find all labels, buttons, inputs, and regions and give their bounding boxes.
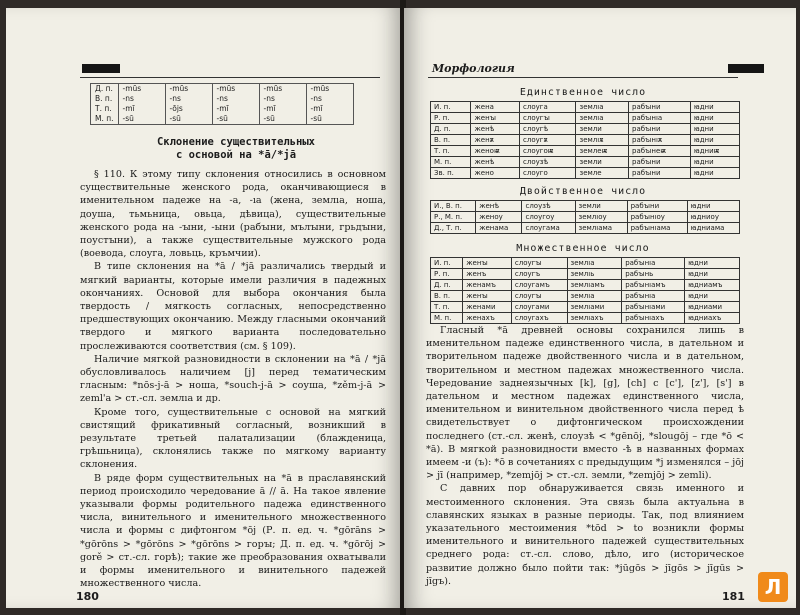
declension-cell: ꙗдни [690,124,739,135]
declension-cell: рабꙑни [629,102,691,113]
case-label: И., В. п. [431,201,476,212]
declension-cell: слоузѣ [520,157,576,168]
declension-cell: женѣ [476,201,522,212]
declension-cell: землıа [567,291,622,302]
table-row [431,124,740,135]
section-title [86,136,386,162]
declension-cell: слоугами [511,302,567,313]
right-header-text: Морфология [432,62,515,75]
publisher-logo: Л [758,572,788,602]
declension-cell: землıа [576,102,629,113]
left-body-text [80,168,386,591]
declension-cell: женѫ [471,135,520,146]
ending-cell: -sū [310,114,322,123]
ending-cell: -ns [263,94,275,103]
declension-cell: ꙗдни [685,269,740,280]
ending-cell: -ns [122,94,134,103]
declension-cell: ꙗдниахъ [685,313,740,324]
declension-cell: женамъ [463,280,512,291]
table-row [431,135,740,146]
declension-cell: земли [576,157,629,168]
declension-cell: рабꙑнıама [627,223,687,234]
section-title-line-1: Склонение существительных [156,136,316,148]
case-label: В. п. [431,291,463,302]
declension-cell: ꙗдни [685,291,740,302]
declension-cell: женѣ [471,124,520,135]
declension-cell: рабꙑнıа [622,291,685,302]
declension-cell: слоузѣ [522,201,575,212]
declension-cell: землıахъ [567,313,622,324]
plural-table [430,257,740,324]
table-row [431,302,740,313]
table-row [431,313,740,324]
ending-cell: -sū [263,114,275,123]
paragraph: Гласный *ā древней основы сохранился лишь в именительном падеже единственного числа, в дательном и творительном падеже двойственного числа и в дательном, творительном и местном падежах множественного числа. Чередование заднеязычных [k], [g], [ch] с [c'], [z'], [s'] в дательном и местном падежах единственного числа, именительном и винительном двойственного числа перед ѣ свидетельствует о дифтонгическом происхождении последнего (ст.-сл. женѣ, слоузѣ < *gēnōj, *slougōj – где *ō < *ā). В мягкой разновидности вместо -ѣ в названных формах имеем -и (ъ): *ō в сочетаниях с предыдущим *j изменялся – jōj > jī (например, *zemjōj > ст.-сл. земли, *zemjōj > zemli). [426,325,744,482]
left-page-number: 180 [76,590,99,603]
ending-cell: -mī [216,104,229,113]
declension-cell: слоугꙑ [520,113,576,124]
case-label: Д. п. [95,84,113,93]
declension-cell: рабꙑни [627,201,687,212]
declension-cell: рабꙑни [629,168,691,179]
declension-cell: женѣ [471,157,520,168]
declension-cell: слоугамъ [511,280,567,291]
paragraph: Наличие мягкой разновидности в склонении на *ā / *jā обусловливалось наличием [j] перед тематическим гласным: *nōs-j-ā > ноша, *souch-j-ā > соуша, *zěm-j-ā > zeml'a > ст.-сл. землıа и др. [80,353,386,405]
right-body-text [426,324,744,588]
declension-cell: ꙗдниамъ [685,280,740,291]
table-row [431,146,740,157]
ending-cell: -sū [122,114,134,123]
declension-cell: ꙗдни [690,102,739,113]
declension-cell: землıама [575,223,627,234]
table-row [431,201,740,212]
declension-cell: землеѭ [576,146,629,157]
table-row [431,168,740,179]
ending-cell: -mūs [169,84,189,93]
case-label: Т. п. [431,146,471,157]
ending-cell: -ns [310,94,322,103]
declension-cell: землıь [567,269,622,280]
right-page [404,8,796,608]
left-running-head [72,62,392,76]
case-label: Т. п. [431,302,463,313]
table-row [431,157,740,168]
case-label: И. п. [431,258,463,269]
declension-cell: землıа [576,113,629,124]
declension-cell: ꙗдни [685,258,740,269]
case-label: Зв. п. [431,168,471,179]
case-label: Т. п. [95,104,112,113]
declension-cell: женама [476,223,522,234]
case-label: Д. п. [431,280,463,291]
declension-cell: землıами [567,302,622,313]
paragraph: С давних пор обнаруживается связь именного и местоименного склонения. Эта связь была актуальна в славянских языках в разные периоды. Так, под влиянием указательного местоимения *tōd > to возникли формы именительного и винительного падежей существительных среднего рода: ст.-сл. слово, дѣло, иго (историческое развитие должно было пойти так: *jūgōs > jīgōs > jīgūs > jīgъ). [426,483,744,587]
declension-cell: ꙗдниама [687,223,739,234]
case-label: Р. п. [431,269,463,280]
table-row [431,212,740,223]
ending-cell: -ōjs [169,104,183,113]
table-row [431,269,740,280]
declension-cell: ꙗдни [690,157,739,168]
case-label: В. п. [95,94,113,103]
table-row [431,113,740,124]
declension-cell: землıѫ [576,135,629,146]
declension-cell: рабꙑнıоу [627,212,687,223]
declension-cell: женоѭ [471,146,520,157]
paragraph: В ряде форм существительных на *ā в праславянский период происходило чередование ā // ā. На такое явление указывали формы родительного падежа единственного числа, винительного и именительного множественного числа и формы с дифтонгом *ōj (Р. п. ед. ч. *gōrāns > *gōrōns > *gōrōns > *gōrōns > горꙑ; Д. п. ед. ч. *gōrōj > gorě > ст.-сл. горѣ); такие же преобразования охватывали и формы именительного и винительного падежей множественного числа. [80,472,386,590]
ending-cell: -mūs [216,84,236,93]
declension-cell: слоугама [522,223,575,234]
table-row [431,223,740,234]
ending-cell: -sū [216,114,228,123]
left-header-rule [80,77,380,78]
declension-cell: рабꙑнıѫ [629,135,691,146]
declension-cell: женꙑ [463,258,512,269]
paragraph: § 110. К этому типу склонения относились в основном существительные женского рода, оканчивающиеся в именительном падеже на -а, -ıа (жена, землıа, ноша, доуша, тьмьница, овьца, дѣвица), существительные женского рода на -ꙑни, -ыни (рабꙑни, мълꙑни, грьдꙑни, поустꙑни), а также существительные мужского рода (воевода, слоуга, ловьць, кръмчии). [80,169,386,260]
header-bar [728,64,764,73]
ending-cell: -mūs [263,84,283,93]
case-label: М. п. [431,313,463,324]
case-label: М. п. [95,114,114,123]
declension-cell: рабꙑни [629,157,691,168]
case-label: М. п. [431,157,471,168]
declension-cell: слоуга [520,102,576,113]
header-bar [82,64,120,73]
ending-cell: -mī [122,104,135,113]
declension-cell: слоугоу [522,212,575,223]
declension-cell: землıа [567,258,622,269]
table-row [431,102,740,113]
endings-col [306,84,353,125]
endings-table [90,83,354,125]
paragraph: В типе склонения на *ā / *jā различались твердый и мягкий варианты, которые имели различия в падежных окончаниях. Основой для выбора окончания была твердость / мягкость согласных, непосредственно предшествующих окончанию. Между гласными окончаний твердого и мягкого варианта последовательно прослеживаются соответствия (см. § 109). [80,261,386,352]
declension-cell: ꙗдни [687,201,739,212]
declension-cell: слоугꙑ [511,258,567,269]
ending-cell: -ns [216,94,228,103]
declension-cell: женоу [476,212,522,223]
singular-caption: Единственное число [519,87,647,98]
left-page [6,8,402,608]
declension-cell: землıамъ [567,280,622,291]
case-label: Д. п. [431,124,471,135]
declension-cell: рабꙑнıамъ [622,280,685,291]
dual-table [430,200,740,234]
dual-caption: Двойственное число [519,186,647,197]
table-row [431,258,740,269]
declension-cell: рабꙑнеѭ [629,146,691,157]
declension-cell: ꙗдниоу [687,212,739,223]
endings-col [118,84,165,125]
declension-cell: слоугъ [511,269,567,280]
declension-cell: рабꙑнıахъ [622,313,685,324]
right-running-head [428,62,768,76]
ending-cell: -sū [169,114,181,123]
declension-cell: слоугѣ [520,124,576,135]
declension-cell: земле [576,168,629,179]
declension-cell: женахъ [463,313,512,324]
declension-cell: рабꙑнıа [622,258,685,269]
case-label: В. п. [431,135,471,146]
ending-cell: -mī [263,104,276,113]
declension-cell: земли [575,201,627,212]
declension-cell: земли [576,124,629,135]
declension-cell: жена [471,102,520,113]
ending-cell: -mūs [122,84,142,93]
declension-cell: женъ [463,269,512,280]
declension-cell: ꙗдни [690,113,739,124]
endings-labels [91,84,119,125]
declension-cell: ꙗдниѭ [690,146,739,157]
case-label: Р., М. п. [431,212,476,223]
declension-cell: рабꙑнıами [622,302,685,313]
endings-col [259,84,306,125]
paragraph: Кроме того, существительные с основой на мягкий свистящий фрикативный согласный, возникший в результате третьей палатализации (блажденица, грѣшьница), склонялись также по мягкому варианту склонения. [80,406,386,471]
table-row [431,280,740,291]
ending-cell: -mūs [310,84,330,93]
declension-cell: рабꙑнь [622,269,685,280]
ending-cell: -ns [169,94,181,103]
declension-cell: слоуго [520,168,576,179]
right-page-number: 181 [722,590,745,603]
declension-cell: женꙑ [471,113,520,124]
table-row [431,291,740,302]
declension-cell: женами [463,302,512,313]
ending-cell: -mī [310,104,323,113]
declension-cell: ꙗдни [690,135,739,146]
singular-table [430,101,740,179]
declension-cell: ꙗдниами [685,302,740,313]
endings-col [165,84,212,125]
declension-cell: рабꙑни [629,124,691,135]
right-header-rule [428,77,738,78]
declension-cell: ꙗдни [690,168,739,179]
plural-caption: Множественное число [516,243,650,254]
declension-cell: землıоу [575,212,627,223]
declension-cell: рабꙑнıа [629,113,691,124]
section-title-line-2: с основой на *ā/*jā [175,149,297,161]
case-label: Д., Т. п. [431,223,476,234]
declension-cell: слоугѫ [520,135,576,146]
declension-cell: слоугахъ [511,313,567,324]
declension-cell: слоугꙑ [511,291,567,302]
declension-cell: жено [471,168,520,179]
endings-col [212,84,259,125]
case-label: И. п. [431,102,471,113]
declension-cell: слоугоѭ [520,146,576,157]
case-label: Р. п. [431,113,471,124]
declension-cell: женꙑ [463,291,512,302]
